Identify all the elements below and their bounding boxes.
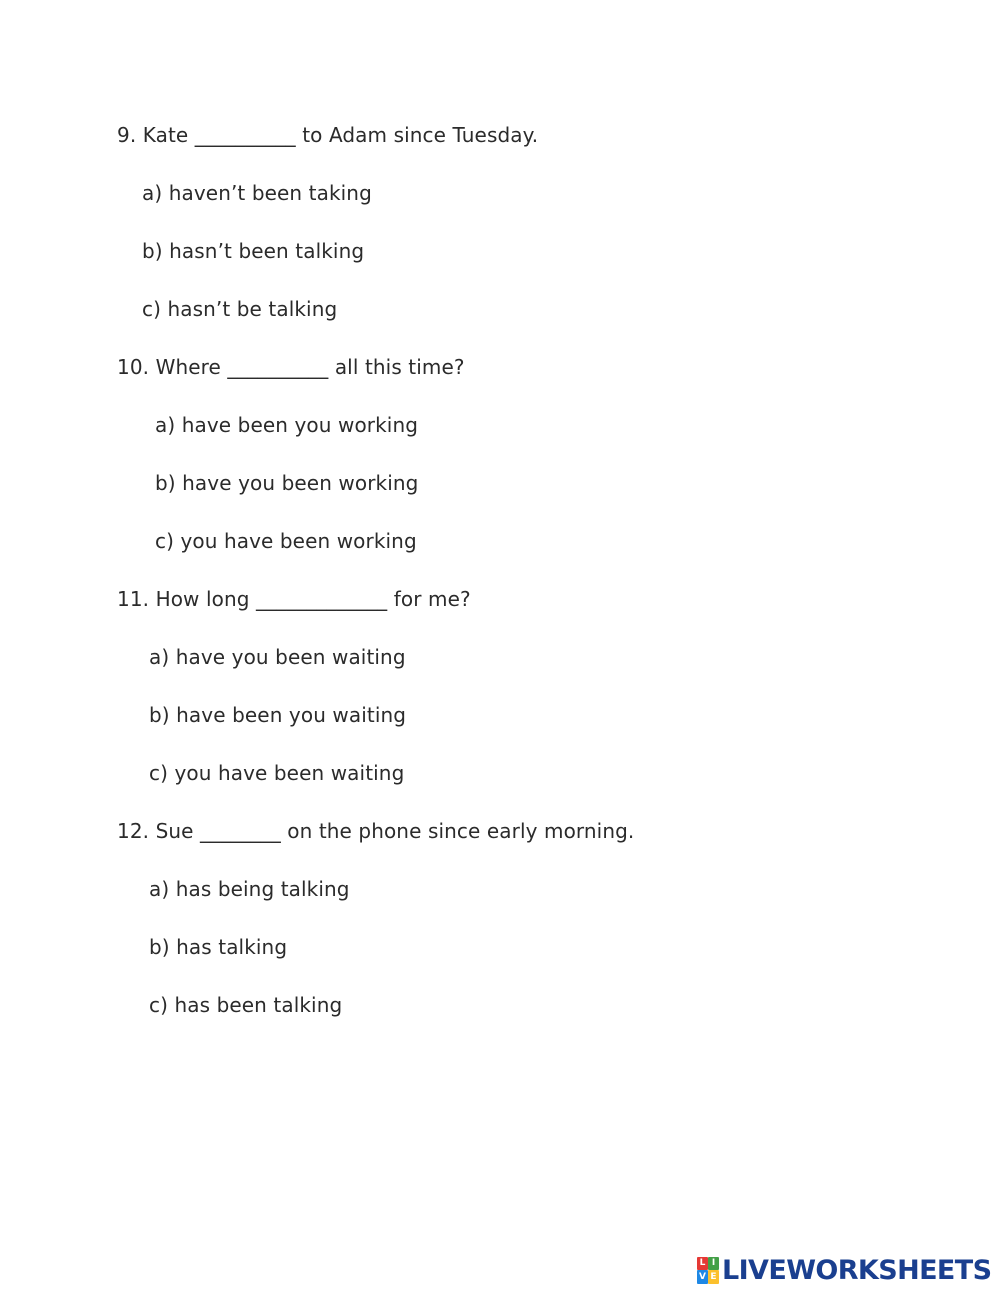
badge-letter-v: V <box>697 1270 708 1284</box>
question-11-option-b[interactable]: b) have been you waiting <box>149 703 407 727</box>
badge-letter-l: L <box>697 1257 708 1271</box>
liveworksheets-logo <box>697 1255 991 1285</box>
question-11-prompt: 11. How long _____________ for me? <box>117 587 471 611</box>
badge-letter-e: E <box>708 1270 719 1284</box>
question-12-option-a[interactable]: a) has being talking <box>149 877 350 901</box>
question-10-option-c[interactable]: c) you have been working <box>155 529 417 553</box>
question-12-option-c[interactable]: c) has been talking <box>149 993 343 1017</box>
live-badge-icon <box>697 1257 719 1284</box>
question-9-option-b[interactable]: b) hasn’t been talking <box>142 239 365 263</box>
logo-text: LIVEWORKSHEETS <box>722 1254 992 1286</box>
question-11-option-a[interactable]: a) have you been waiting <box>149 645 406 669</box>
question-12-option-b[interactable]: b) has talking <box>149 935 288 959</box>
question-9-option-a[interactable]: a) haven’t been taking <box>142 181 372 205</box>
question-10-prompt: 10. Where __________ all this time? <box>117 355 465 379</box>
question-10-option-b[interactable]: b) have you been working <box>155 471 419 495</box>
question-11-option-c[interactable]: c) you have been waiting <box>149 761 405 785</box>
question-9-prompt: 9. Kate __________ to Adam since Tuesday. <box>117 123 539 147</box>
badge-letter-i: I <box>708 1257 719 1271</box>
question-12-prompt: 12. Sue ________ on the phone since early morning. <box>117 819 635 843</box>
question-10-option-a[interactable]: a) have been you working <box>155 413 419 437</box>
question-9-option-c[interactable]: c) hasn’t be talking <box>142 297 338 321</box>
